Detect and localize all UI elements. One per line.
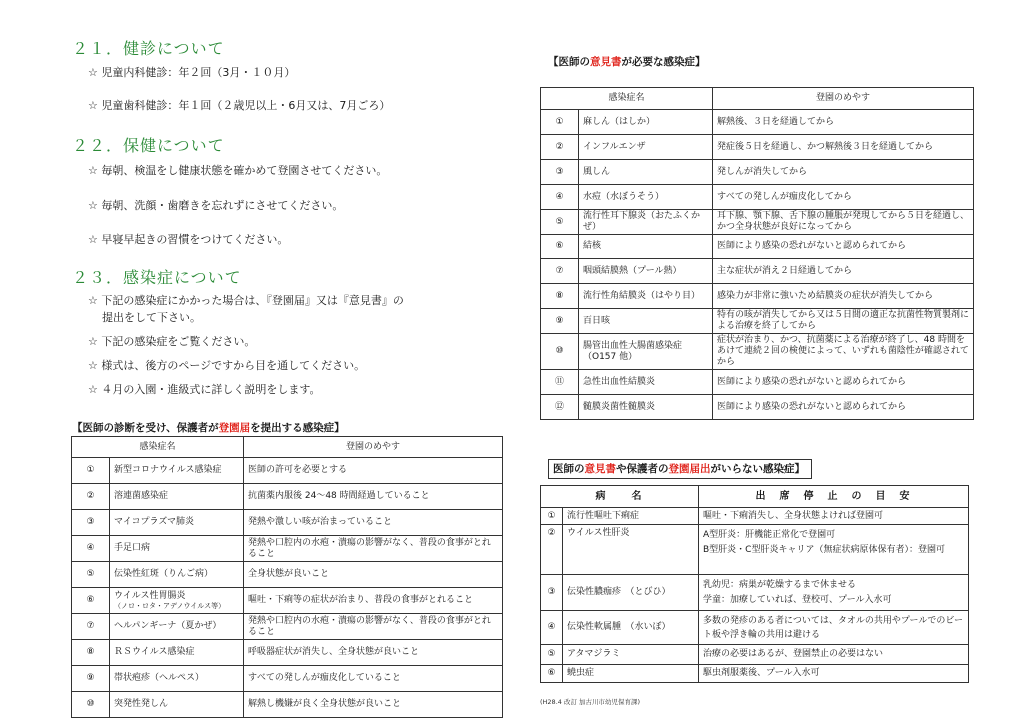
table2-caption-red: 意見書 [590,56,622,68]
section-22-title: ２２．保健について [72,136,225,155]
criteria-line-2: B型肝炎・C型肝炎キャリア（無症状病原体保有者）：登園可 [703,545,945,555]
row-number: ⑩ [541,334,579,370]
criteria: 嘔吐・下痢等の症状が治まり、普段の食事がとれること [244,588,503,614]
disease-name: ＲＳウイルス感染症 [110,640,244,666]
section-23-item-1: ☆ 下記の感染症にかかった場合は、『登園届』又は『意見書』の [88,294,404,307]
table-row [72,614,503,640]
disease-name: 結核 [579,235,713,259]
section-21-item-1: ☆ 児童内科健診：年２回（3月・１０月） [88,66,296,79]
table-row [541,185,974,210]
table3-caption-pre: 医師の [553,463,585,475]
table2-caption-pre: 【医師の [548,56,590,68]
disease-name: 伝染性膿痂疹 （とびひ） [563,575,699,611]
criteria: 治療の必要はあるが、登園禁止の必要はない [699,645,969,665]
criteria: 発熱や口腔内の水疱・潰瘍の影響がなく、普段の食事がとれること [244,614,503,640]
criteria [699,575,969,611]
table-row [541,611,969,645]
table-row [72,510,503,536]
disease-name: 急性出血性結膜炎 [579,370,713,395]
table2-header-name: 感染症名 [541,88,713,110]
disease-name: 突発性発しん [110,692,244,718]
table-row [541,395,974,420]
table1-header-name: 感染症名 [72,437,244,458]
row-number: ③ [72,510,110,536]
criteria: 主な症状が消え２日経過してから [713,259,974,284]
row-number: ④ [72,536,110,562]
table-row [541,334,974,370]
table-row [72,666,503,692]
table-row [541,284,974,309]
table3-caption-mid: や保護者の [616,463,669,475]
disease-name: 伝染性軟属腫 （水いぼ） [563,611,699,645]
disease-name: 咽頭結膜熱（プール熱） [579,259,713,284]
table-row [541,665,969,683]
disease-name: 腸管出血性大腸菌感染症（O157 他） [579,334,713,370]
table2-header-criteria: 登園のめやす [713,88,974,110]
row-number: ③ [541,160,579,185]
disease-name: 風しん [579,160,713,185]
table3-caption [548,459,812,479]
criteria: 発熱や激しい咳が治まっていること [244,510,503,536]
table1-header-criteria: 登園のめやす [244,437,503,458]
row-number: ① [541,508,563,525]
table-row [541,210,974,235]
table-row [72,562,503,588]
row-number: ① [72,458,110,484]
row-number: ⑩ [72,692,110,718]
table-row [541,525,969,575]
criteria [699,525,969,575]
row-number: ⑫ [541,395,579,420]
table1-caption-pre: 【医師の診断を受け、保護者が [72,422,219,434]
table3-header-name: 病 名 [541,486,699,508]
criteria-line-1: 乳幼児：病巣が乾燥するまで休ませる [703,579,857,590]
disease-name: 髄膜炎菌性髄膜炎 [579,395,713,420]
criteria: 抗菌薬内服後 24～48 時間経過していること [244,484,503,510]
criteria: 感染力が非常に強いため結膜炎の症状が消失してから [713,284,974,309]
criteria: 症状が治まり、かつ、抗菌薬による治療が終了し、48 時間をあけて連続２回の検便によって、いずれも菌陰性が確認されてから [713,334,974,370]
criteria: 多数の発疹のある者については、タオルの共用やプールでのビート板や浮き輪の共用は避ける [699,611,969,645]
section-22-item-1: ☆ 毎朝、検温をし健康状態を確かめて登園させてください。 [88,164,388,177]
criteria: 医師により感染の恐れがないと認められてから [713,395,974,420]
criteria: 発症後５日を経過し、かつ解熱後３日を経過してから [713,135,974,160]
row-number: ⑨ [72,666,110,692]
table-row [72,588,503,614]
disease-name: 流行性嘔吐下痢症 [563,508,699,525]
table2 [540,87,974,420]
row-number: ⑥ [541,665,563,683]
row-number: ⑧ [72,640,110,666]
table-row [541,575,969,611]
revision-note: (H28.4 改訂 加古川市幼児保育課) [540,698,641,706]
table-row [541,160,974,185]
table-row [541,508,969,525]
disease-name: アタマジラミ [563,645,699,665]
row-number: ③ [541,575,563,611]
table2-caption [548,54,706,69]
row-number: ② [541,525,563,575]
disease-name: 伝染性紅斑（りんご病） [110,562,244,588]
criteria: 医師の許可を必要とする [244,458,503,484]
disease-name: ヘルパンギーナ（夏かぜ） [110,614,244,640]
table2-caption-post: が必要な感染症】 [621,56,706,68]
criteria: 特有の咳が消失してから又は５日間の適正な抗菌性物質製剤による治療を終了してから [713,309,974,334]
disease-name: 水痘（水ぼうそう） [579,185,713,210]
criteria-line-2: 学童：加療していれば、登校可、プール入水可 [703,594,892,605]
disease-name: 百日咳 [579,309,713,334]
criteria: すべての発しんが痂皮化してから [713,185,974,210]
row-number: ⑪ [541,370,579,395]
table3-header-criteria: 出 席 停 止 の 目 安 [699,486,969,508]
table-row [72,692,503,718]
criteria-line-1: A型肝炎：肝機能正常化で登園可 [703,530,836,540]
criteria: 発しんが消失してから [713,160,974,185]
table-row [541,110,974,135]
section-23-item-2: ☆ 下記の感染症をご覧ください。 [88,335,256,348]
disease-name: 溶連菌感染症 [110,484,244,510]
criteria: 呼吸器症状が消失し、全身状態が良いこと [244,640,503,666]
row-number: ⑥ [541,235,579,259]
section-22-item-2: ☆ 毎朝、洗顔・歯磨きを忘れずにさせてください。 [88,199,344,212]
disease-name-sub: （ノロ・ロタ・アデノウイルス等） [114,601,226,610]
criteria: すべての発しんが痂皮化していること [244,666,503,692]
row-number: ⑨ [541,309,579,334]
row-number: ⑤ [541,210,579,235]
section-22-item-3: ☆ 早寝早起きの習慣をつけてください。 [88,233,289,246]
disease-name: 蟯虫症 [563,665,699,683]
row-number: ② [541,135,579,160]
table1 [71,436,503,718]
table-row [72,484,503,510]
section-21-title: ２１．健診について [72,39,225,58]
row-number: ⑦ [541,259,579,284]
disease-name: 流行性角結膜炎（はやり目） [579,284,713,309]
criteria: 全身状態が良いこと [244,562,503,588]
row-number: ④ [541,185,579,210]
criteria: 医師により感染の恐れがないと認められてから [713,235,974,259]
disease-name [110,588,244,614]
row-number: ⑧ [541,284,579,309]
disease-name: インフルエンザ [579,135,713,160]
table-row [72,536,503,562]
section-23-title: ２３．感染症について [72,268,242,287]
table1-caption [72,420,345,435]
table1-caption-red: 登園届 [218,422,251,434]
disease-name: マイコプラズマ肺炎 [110,510,244,536]
table-row [541,370,974,395]
disease-name: 新型コロナウイルス感染症 [110,458,244,484]
table-row [541,259,974,284]
row-number: ② [72,484,110,510]
criteria: 解熱後、３日を経過してから [713,110,974,135]
row-number: ⑥ [72,588,110,614]
table-row [541,235,974,259]
row-number: ④ [541,611,563,645]
section-21-item-2: ☆ 児童歯科健診：年１回（２歳児以上・6月又は、7月ごろ） [88,99,391,112]
criteria: 耳下腺、顎下腺、舌下腺の腫脹が発現してから５日を経過し、かつ全身状態が良好になってから [713,210,974,235]
table3-caption-red-1: 意見書 [584,463,616,475]
disease-name: 麻しん（はしか） [579,110,713,135]
table-row [541,645,969,665]
row-number: ⑦ [72,614,110,640]
table3-caption-post: がいらない感染症】 [710,463,805,475]
criteria: 発熱や口腔内の水疱・潰瘍の影響がなく、普段の食事がとれること [244,536,503,562]
table3 [540,485,969,683]
table-row [72,640,503,666]
table-row [541,309,974,334]
disease-name: ウイルス性肝炎 [563,525,699,575]
criteria: 解熱し機嫌が良く全身状態が良いこと [244,692,503,718]
criteria: 駆虫剤服薬後、プール入水可 [699,665,969,683]
table1-caption-post: を提出する感染症】 [250,422,345,434]
table-row [541,135,974,160]
row-number: ① [541,110,579,135]
section-23-item-4: ☆ ４月の入園・進級式に詳しく説明をします。 [88,383,321,396]
criteria: 医師により感染の恐れがないと認められてから [713,370,974,395]
table3-caption-red-2: 登園届出 [668,463,711,475]
table-row [72,458,503,484]
disease-name: 帯状疱疹（ヘルペス） [110,666,244,692]
criteria: 嘔吐・下痢消失し、全身状態よければ登園可 [699,508,969,525]
disease-name: 流行性耳下腺炎（おたふくかぜ） [579,210,713,235]
section-23-item-1-cont: 提出をして下さい。 [102,311,201,324]
section-23-item-3: ☆ 様式は、後方のページですから目を通してください。 [88,359,366,372]
disease-name-main: ウイルス性胃腸炎 [114,590,186,601]
row-number: ⑤ [72,562,110,588]
row-number: ⑤ [541,645,563,665]
disease-name: 手足口病 [110,536,244,562]
